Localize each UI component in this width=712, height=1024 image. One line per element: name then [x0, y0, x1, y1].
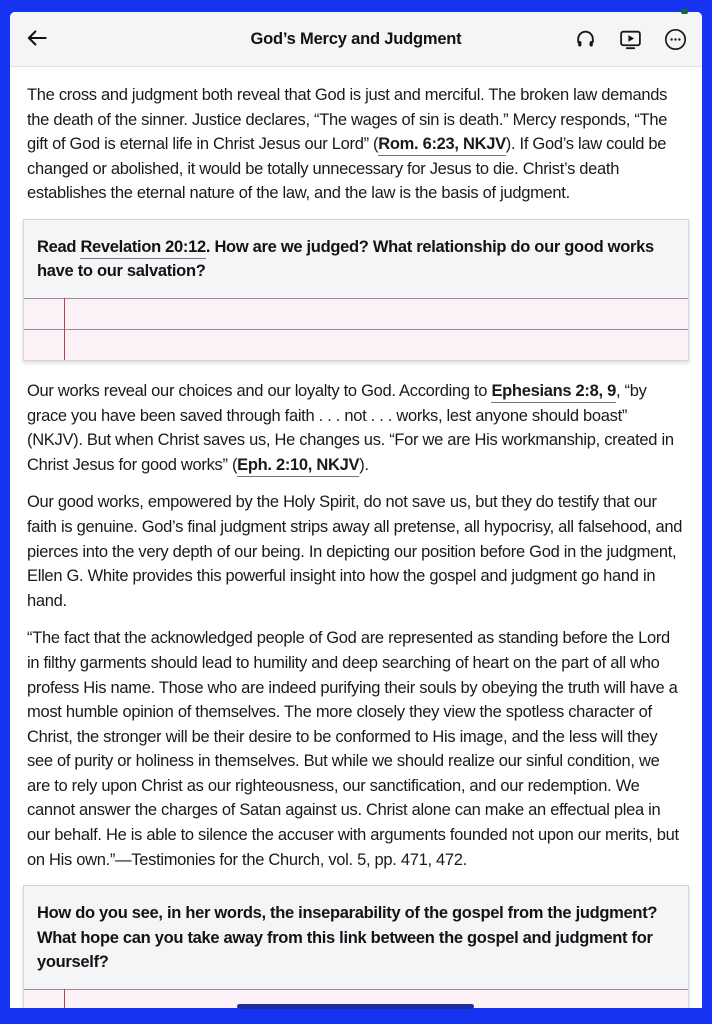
- text-run: . How are we judged? What relationship do our good works have to our salvation?: [37, 237, 654, 281]
- video-play-icon: [618, 27, 643, 52]
- scripture-link[interactable]: Eph. 2:10, NKJV: [237, 456, 359, 477]
- audio-button[interactable]: [573, 27, 598, 52]
- answer-area[interactable]: [24, 298, 688, 360]
- paragraph: [27, 626, 685, 872]
- question-card: [23, 219, 689, 361]
- margin-rule: [64, 989, 65, 1008]
- video-button[interactable]: [618, 27, 643, 52]
- margin-rule: [64, 298, 65, 360]
- answer-line[interactable]: [24, 329, 688, 360]
- text-run: ).: [359, 455, 369, 474]
- question-text: [24, 220, 688, 298]
- text-run: Read: [37, 237, 81, 256]
- text-run: How do you see, in her words, the inseparability of the gospel from the judgment? What hope can you take away from this link between the gospel and judgment for yourself?: [37, 904, 658, 972]
- scripture-link[interactable]: Rom. 6:23, NKJV: [378, 135, 506, 156]
- more-options-icon: [663, 27, 688, 52]
- header: [10, 12, 702, 67]
- text-run: ). If God’s law could be changed or abolished, it would be totally unnecessary for Jesus to die. Christ’s death establishes the eternal nature of the law, and the law is the basis of judgment.: [27, 135, 667, 203]
- answer-line[interactable]: [24, 298, 688, 329]
- header-actions: [573, 27, 690, 52]
- scripture-link[interactable]: Revelation 20:12: [80, 238, 205, 259]
- question-card: [23, 885, 689, 1008]
- text-run: The cross and judgment both reveal that God is just and merciful. The broken law demands the death of the sinner. Justice declares, “The wages of sin is death.” Mercy responds, “The gift of God is eternal life in Christ Jesus our Lord” (: [27, 86, 668, 154]
- camera-indicator-dot: [681, 9, 688, 14]
- more-button[interactable]: [663, 27, 688, 52]
- question-text: [24, 886, 688, 989]
- headphones-icon: [573, 27, 598, 52]
- page-title: God’s Mercy and Judgment: [250, 29, 462, 48]
- arrow-left-icon: [24, 25, 50, 54]
- lesson-content: [10, 67, 702, 1008]
- text-run: Our works reveal our choices and our loyalty to God. According to: [27, 381, 492, 400]
- text-run: Our good works, empowered by the Holy Spirit, do not save us, but they do testify that our faith is genuine. God’s final judgment strips away all pretense, all hypocrisy, all falsehood, and pierces into the very depth of our being. In depicting our position before God in the judgment, Ellen G. White provides this powerful insight into how the gospel and judgment go hand in hand.: [27, 493, 683, 610]
- paragraph: [27, 490, 685, 613]
- text-run: “The fact that the acknowledged people of God are represented as standing before the Lord in filthy garments should lead to humility and deep searching of heart on the part of all who profess His name. Those who are indeed purifying their souls by obeying the truth will have a most humble opinion of themselves. The more closely they view the spotless character of Christ, the stronger will be their desire to be conformed to His image, and the less will they see of purity or holiness in themselves. But while we should realize our sinful condition, we are to rely upon Christ as our righteousness, our sanctification, and our redemption. We cannot answer the charges of Satan against us. Christ alone can make an effectual plea in our behalf. He is able to silence the accuser with arguments founded not upon our merits, but on His own.”—Testimonies for the Church, vol. 5, pp. 471, 472.: [27, 629, 679, 869]
- scripture-link[interactable]: Ephesians 2:8, 9: [491, 382, 616, 403]
- paragraph: [27, 83, 685, 206]
- home-indicator[interactable]: [237, 1004, 474, 1009]
- text-run: , “by grace you have been saved through faith . . . not . . . works, lest anyone should boast” (NKJV). But when Christ saves us, He changes us. “For we are His workmanship, created in Christ Jesus for good works” (: [27, 381, 674, 474]
- app-frame: [10, 12, 702, 1008]
- paragraph: [27, 379, 685, 477]
- back-button[interactable]: [22, 24, 52, 54]
